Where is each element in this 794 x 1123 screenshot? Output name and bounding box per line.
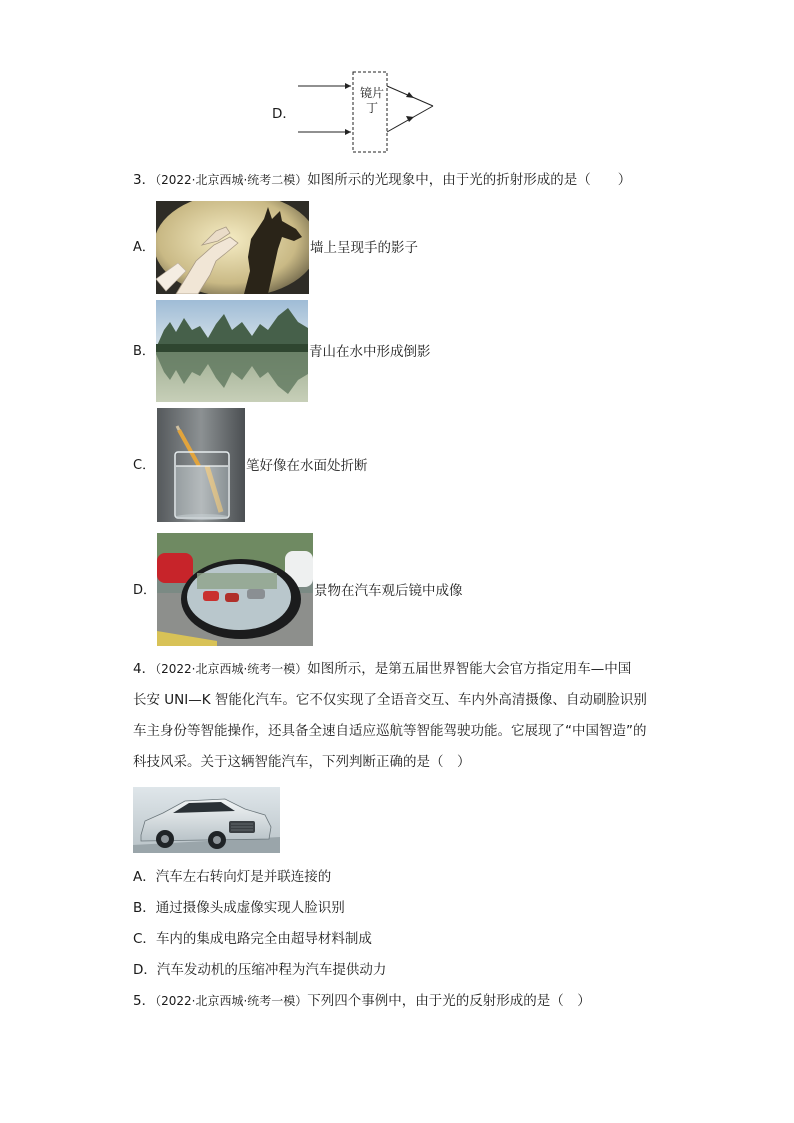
option-a-text: 墙上呈现手的影子 [310, 240, 418, 256]
question-4-option-a [133, 867, 331, 887]
question-text-line: 长安 UNI—K 智能化汽车。它不仅实现了全语音交互、车内外高清摄像、自动刷脸识别 [133, 692, 647, 708]
option-text: 汽车发动机的压缩冲程为汽车提供动力 [156, 962, 387, 978]
question-number: 5． [133, 993, 156, 1009]
option-c-text: 笔好像在水面处折断 [246, 458, 368, 474]
question-source: （2022·北京西城·统考二模） [155, 173, 308, 187]
hand-shadow-photo [156, 201, 309, 294]
mountain-reflection-photo [156, 300, 308, 402]
option-label: D． [272, 106, 296, 122]
option-text: 通过摄像头成虚像实现人脸识别 [155, 900, 345, 916]
question-4-stem [133, 654, 673, 778]
question-text-line: 科技风采。关于这辆智能汽车，下列判断正确的是（ ） [133, 754, 471, 770]
option-a-label: A． [133, 240, 155, 255]
question-3-stem [133, 170, 631, 190]
question-4-option-d [133, 960, 386, 980]
question-4-option-b [133, 898, 345, 918]
option-label: B． [133, 900, 156, 916]
option-label: D． [133, 962, 157, 978]
option-label: A． [133, 869, 156, 885]
suv-photo [133, 787, 280, 853]
option-b-label: B． [133, 344, 155, 359]
car-mirror-photo [157, 533, 313, 646]
option-b-text: 青山在水中形成倒影 [309, 344, 431, 360]
option-text: 汽车左右转向灯是并联连接的 [155, 869, 332, 885]
question-5-stem [133, 991, 591, 1011]
option-c-label: C． [133, 458, 156, 473]
question-number: 4． [133, 661, 156, 677]
question-4-option-c [133, 929, 372, 949]
question-number: 3． [133, 172, 156, 188]
question-text: 如图所示的光现象中，由于光的折射形成的是（ ） [307, 172, 632, 188]
question-text-line: 车主身份等智能操作，还具备全速自适应巡航等智能驾驶功能。它展现了“中国智造”的 [133, 723, 647, 739]
lens-label: 镜片丁 [359, 86, 384, 115]
pencil-in-water-photo [157, 408, 245, 522]
question-source: （2022·北京西城·统考一模） [155, 994, 308, 1008]
question-text: 下列四个事例中，由于光的反射形成的是（ ） [307, 993, 591, 1009]
question-text-line: 如图所示，是第五届世界智能大会官方指定用车—中国 [307, 661, 632, 677]
option-d-label: D． [133, 583, 157, 598]
option-text: 车内的集成电路完全由超导材料制成 [155, 931, 372, 947]
option-label: C． [133, 931, 156, 947]
question-source: （2022·北京西城·统考一模） [155, 662, 308, 676]
option-d-text: 景物在汽车观后镜中成像 [314, 583, 463, 599]
